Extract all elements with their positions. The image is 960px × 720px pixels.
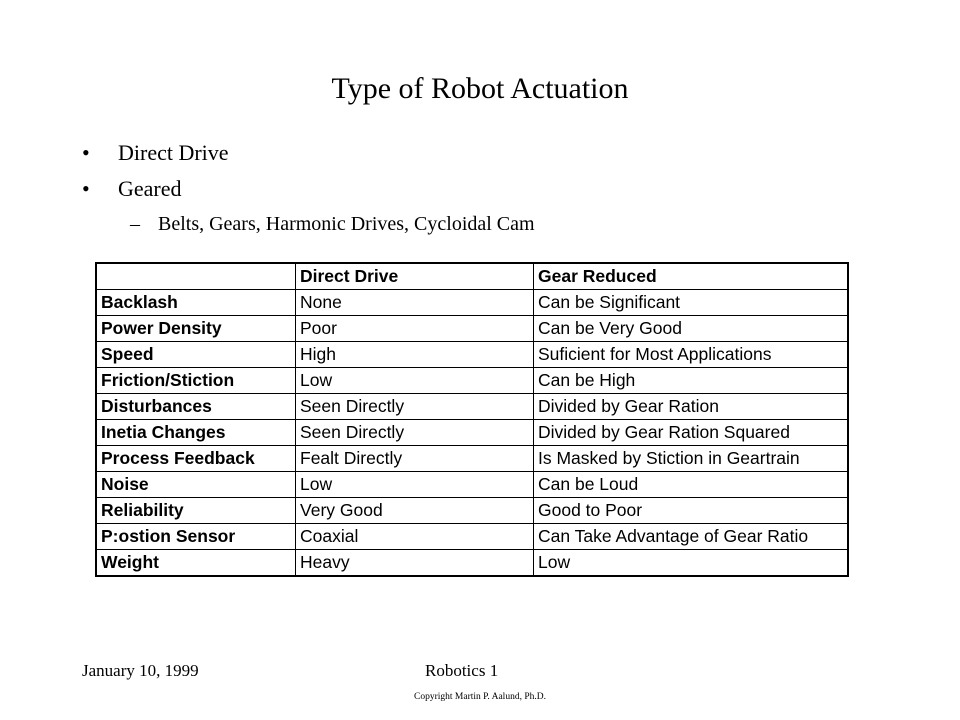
row-label: Disturbances bbox=[97, 394, 296, 420]
header-cell-empty bbox=[97, 264, 296, 290]
row-label: Power Density bbox=[97, 316, 296, 342]
table-row bbox=[97, 472, 848, 498]
header-cell-gear-reduced: Gear Reduced bbox=[534, 264, 848, 290]
row-label: Process Feedback bbox=[97, 446, 296, 472]
table-row bbox=[97, 498, 848, 524]
direct-drive-cell: Low bbox=[296, 472, 534, 498]
row-label: Friction/Stiction bbox=[97, 368, 296, 394]
table-row bbox=[97, 524, 848, 550]
direct-drive-cell: Low bbox=[296, 368, 534, 394]
table-row bbox=[97, 420, 848, 446]
subbullet-geared-types bbox=[130, 211, 535, 237]
row-label: Noise bbox=[97, 472, 296, 498]
slide-title: Type of Robot Actuation bbox=[331, 72, 629, 105]
bullet-marker: • bbox=[82, 176, 90, 201]
bullet-marker: • bbox=[82, 140, 90, 165]
copyright-notice: Copyright Martin P. Aalund, Ph.D. bbox=[414, 692, 546, 702]
table-row bbox=[97, 290, 848, 316]
direct-drive-cell: Heavy bbox=[296, 550, 534, 576]
direct-drive-cell: Very Good bbox=[296, 498, 534, 524]
direct-drive-cell: Fealt Directly bbox=[296, 446, 534, 472]
bullet-direct-drive bbox=[82, 139, 229, 167]
row-label: P:ostion Sensor bbox=[97, 524, 296, 550]
bullet-text: Direct Drive bbox=[118, 140, 229, 165]
gear-reduced-cell: Can Take Advantage of Gear Ratio bbox=[534, 524, 848, 550]
row-label: Inetia Changes bbox=[97, 420, 296, 446]
row-label: Backlash bbox=[97, 290, 296, 316]
table-row bbox=[97, 316, 848, 342]
direct-drive-cell: None bbox=[296, 290, 534, 316]
gear-reduced-cell: Good to Poor bbox=[534, 498, 848, 524]
footer-course: Robotics 1 bbox=[425, 661, 499, 680]
gear-reduced-cell: Can be Significant bbox=[534, 290, 848, 316]
row-label: Reliability bbox=[97, 498, 296, 524]
row-label: Weight bbox=[97, 550, 296, 576]
bullet-geared bbox=[82, 175, 182, 203]
gear-reduced-cell: Divided by Gear Ration bbox=[534, 394, 848, 420]
subbullet-marker: – bbox=[130, 213, 140, 235]
gear-reduced-cell: Is Masked by Stiction in Geartrain bbox=[534, 446, 848, 472]
subbullet-text: Belts, Gears, Harmonic Drives, Cycloidal Cam bbox=[158, 213, 535, 235]
table-row bbox=[97, 550, 848, 576]
footer-date: January 10, 1999 bbox=[82, 661, 199, 680]
table-header-row bbox=[97, 264, 848, 290]
gear-reduced-cell: Can be Very Good bbox=[534, 316, 848, 342]
row-label: Speed bbox=[97, 342, 296, 368]
direct-drive-cell: Seen Directly bbox=[296, 394, 534, 420]
gear-reduced-cell: Can be High bbox=[534, 368, 848, 394]
gear-reduced-cell: Can be Loud bbox=[534, 472, 848, 498]
table-row bbox=[97, 368, 848, 394]
direct-drive-cell: Seen Directly bbox=[296, 420, 534, 446]
gear-reduced-cell: Suficient for Most Applications bbox=[534, 342, 848, 368]
gear-reduced-cell: Divided by Gear Ration Squared bbox=[534, 420, 848, 446]
table-row bbox=[97, 342, 848, 368]
table-row bbox=[97, 446, 848, 472]
direct-drive-cell: Poor bbox=[296, 316, 534, 342]
gear-reduced-cell: Low bbox=[534, 550, 848, 576]
direct-drive-cell: Coaxial bbox=[296, 524, 534, 550]
table-row bbox=[97, 394, 848, 420]
direct-drive-cell: High bbox=[296, 342, 534, 368]
actuation-comparison-table bbox=[96, 263, 848, 576]
bullet-text: Geared bbox=[118, 176, 182, 201]
header-cell-direct-drive: Direct Drive bbox=[296, 264, 534, 290]
